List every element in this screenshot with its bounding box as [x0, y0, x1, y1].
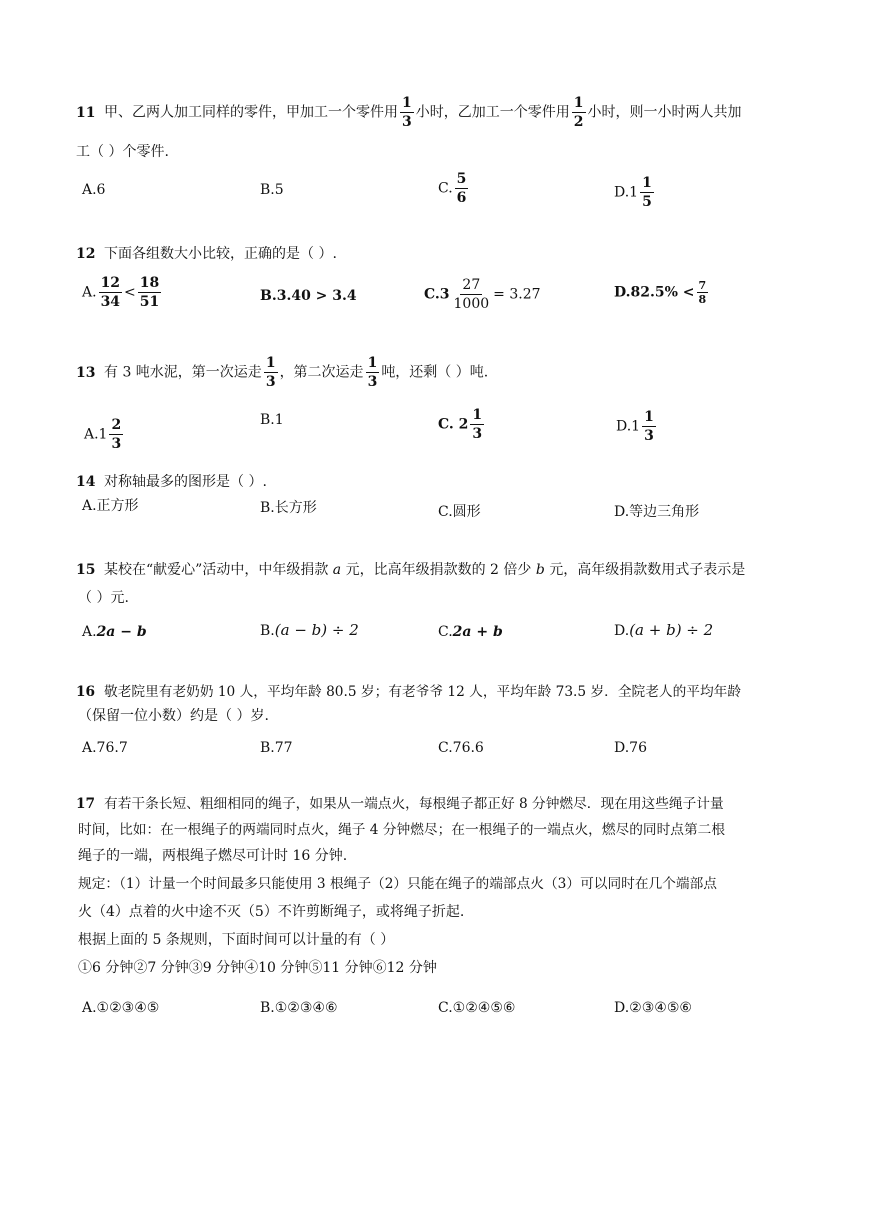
q17-option-c-text: C.①②④⑤⑥ [438, 1000, 516, 1016]
q12-option-b[interactable] [260, 286, 357, 306]
q11-stem-line1 [76, 96, 742, 129]
q15-number: 15 [76, 562, 96, 578]
q16-option-b[interactable] [260, 738, 293, 758]
q15-option-d[interactable] [614, 620, 713, 641]
q12-option-c-numerator: 27 [462, 277, 481, 293]
q12-option-d-denominator: 8 [698, 293, 707, 306]
q15-option-a-expr: 2a − b [96, 624, 147, 640]
q17-line5: 火（4）点着的火中途不灭（5）不许剪断绳子，或将绳子折起. [78, 904, 465, 920]
q12-text: 下面各组数大小比较，正确的是（ ）. [104, 246, 337, 262]
q11-option-a[interactable] [82, 180, 105, 200]
q13-stem [76, 356, 488, 389]
q15-option-b[interactable] [260, 620, 359, 641]
q12-option-b-text: B.3.40 > 3.4 [260, 288, 357, 304]
q12-option-a-numerator-2: 18 [139, 275, 160, 291]
q12-option-c-fraction [452, 278, 492, 311]
q13-frac1-denominator: 3 [265, 374, 276, 390]
q13-option-c-denominator: 3 [472, 426, 483, 442]
q16-text-b: （保留一位小数）约是（ ）岁. [78, 708, 269, 724]
q11-option-c-denominator: 6 [456, 190, 467, 206]
q17-stem-line7 [78, 958, 437, 978]
q13-option-c-fraction [470, 408, 484, 441]
q12-option-d-label: D.82.5% < [614, 284, 695, 301]
q14-text: 对称轴最多的图形是（ ）. [104, 474, 267, 490]
q11-option-d-fraction [640, 176, 654, 209]
q15-option-b-expr: (a − b) ÷ 2 [274, 621, 359, 639]
q16-option-d[interactable] [614, 738, 647, 758]
q13-fraction-2 [366, 356, 380, 389]
q17-line3: 绳子的一端，两根绳子燃尽可计时 16 分钟. [78, 848, 348, 864]
q14-option-c[interactable] [438, 502, 481, 522]
q16-text-a: 敬老院里有老奶奶 10 人，平均年龄 80.5 岁；有老爷爷 12 人，平均年龄 73.5 岁．全院老人的平均年龄 [104, 684, 742, 700]
q15-text-a: 某校在“献爱心”活动中，中年级捐款 [104, 562, 329, 578]
q17-stem-line5 [78, 902, 464, 922]
q11-option-d-label: D.1 [614, 184, 639, 201]
q17-option-d-text: D.②③④⑤⑥ [614, 1000, 692, 1016]
q11-option-d-numerator: 1 [642, 175, 652, 191]
q17-stem-line1 [76, 794, 724, 814]
q12-option-d-fraction [697, 280, 709, 305]
q15-stem-line1 [76, 560, 745, 580]
q15-option-a-label: A. [82, 624, 97, 640]
q17-stem-line3 [78, 846, 347, 866]
q13-option-a-denominator: 3 [111, 436, 122, 452]
q16-stem-line1 [76, 682, 741, 702]
q14-option-c-text: C.圆形 [438, 504, 481, 520]
q16-option-c[interactable] [438, 738, 484, 758]
q14-option-a-text: A.正方形 [82, 498, 139, 514]
q16-option-d-text: D.76 [614, 740, 647, 756]
q13-option-c-label: C. 2 [438, 416, 469, 433]
q16-option-a[interactable] [82, 738, 128, 758]
q13-frac2-denominator: 3 [367, 374, 378, 390]
q12-option-c-denominator: 1000 [453, 296, 490, 312]
q13-option-b-text: B.1 [260, 412, 284, 428]
q16-option-c-text: C.76.6 [438, 740, 484, 756]
q14-option-d-text: D.等边三角形 [614, 504, 700, 520]
q12-option-a-fraction-1 [99, 276, 122, 309]
q17-stem-line6 [78, 930, 394, 950]
q16-number: 16 [76, 684, 96, 700]
q13-frac1-numerator: 1 [265, 355, 276, 371]
q12-option-c[interactable] [424, 278, 541, 311]
q14-option-a[interactable] [82, 496, 139, 516]
q11-text-c: 小时，则一小时两人共加 [587, 104, 742, 121]
q13-option-d-fraction [642, 410, 656, 443]
q11-text-b: 小时，乙加工一个零件用 [415, 104, 570, 121]
q15-option-a[interactable] [82, 622, 147, 642]
q15-option-d-label: D. [614, 623, 630, 639]
q13-fraction-1 [264, 356, 278, 389]
q11-text-d: 工（ ）个零件. [76, 144, 169, 160]
q13-text-c: 吨，还剩（ ）吨. [381, 364, 489, 381]
q15-option-c[interactable] [438, 622, 503, 642]
q11-fraction-2 [572, 96, 586, 129]
q15-option-c-expr: 2a + b [452, 624, 503, 640]
q14-option-d[interactable] [614, 502, 699, 522]
q17-line4: 规定：（1）计量一个时间最多只能使用 3 根绳子（2）只能在绳子的端部点火（3）可以同时在几个端部点 [78, 876, 717, 892]
q17-option-b[interactable] [260, 998, 338, 1018]
q12-option-a-operator: < [124, 284, 136, 301]
q11-option-d-denominator: 5 [642, 194, 652, 210]
q17-option-c[interactable] [438, 998, 515, 1018]
q14-option-b[interactable] [260, 498, 317, 518]
q11-frac2-numerator: 1 [573, 95, 584, 111]
q11-frac2-denominator: 2 [573, 114, 584, 130]
q13-option-a-numerator: 2 [111, 417, 122, 433]
q15-text-b: 元，比高年级捐款数的 2 倍少 [345, 562, 532, 578]
q13-option-a-label: A.1 [84, 426, 108, 443]
q12-option-a-denominator-1: 34 [100, 294, 121, 310]
q13-text-b: ，第二次运走 [279, 364, 364, 381]
q17-option-a[interactable] [82, 998, 159, 1018]
q17-line6: 根据上面的 5 条规则，下面时间可以计量的有（ ） [78, 932, 395, 948]
q15-option-b-label: B. [260, 623, 275, 639]
q15-var-a: a [332, 562, 342, 578]
q12-option-a-denominator-2: 51 [139, 294, 160, 310]
q15-text-d: （ ）元. [78, 590, 129, 606]
q17-stem-line4 [78, 874, 717, 894]
q11-option-c-numerator: 5 [456, 171, 467, 187]
q13-option-d[interactable] [616, 410, 658, 443]
q14-number: 14 [76, 474, 96, 490]
q12-option-a-fraction-2 [138, 276, 161, 309]
q16-option-a-text: A.76.7 [82, 740, 128, 756]
q11-frac1-denominator: 3 [402, 114, 412, 130]
q15-option-c-label: C. [438, 624, 453, 640]
q13-option-d-numerator: 1 [644, 409, 654, 425]
q12-option-d-numerator: 7 [698, 279, 707, 292]
q17-stem-line2 [78, 820, 725, 840]
q11-frac1-numerator: 1 [402, 95, 412, 111]
q17-line7: ①6 分钟②7 分钟③9 分钟④10 分钟⑤11 分钟⑥12 分钟 [78, 960, 437, 976]
q13-option-a[interactable] [84, 418, 125, 451]
q12-option-a-label: A. [82, 284, 97, 301]
q13-frac2-numerator: 1 [367, 355, 378, 371]
q12-option-c-rest: = 3.27 [493, 286, 541, 303]
q15-option-d-expr: (a + b) ÷ 2 [629, 621, 714, 639]
q13-option-d-label: D.1 [616, 418, 641, 435]
q13-option-b[interactable] [260, 410, 284, 430]
q13-option-d-denominator: 3 [644, 428, 654, 444]
q11-option-a-text: A.6 [82, 182, 106, 198]
q17-number: 17 [76, 796, 96, 812]
q12-option-d[interactable] [614, 280, 710, 305]
q13-text-a: 有 3 吨水泥，第一次运走 [104, 364, 262, 381]
q13-option-c-numerator: 1 [472, 407, 483, 423]
q17-line1: 有若干条长短、粗细相同的绳子，如果从一端点火，每根绳子都正好 8 分钟燃尽．现在用这些绳子计量 [104, 796, 724, 812]
q15-var-b: b [535, 562, 545, 578]
q11-option-c[interactable] [438, 172, 470, 205]
q11-option-b-text: B.5 [260, 182, 284, 198]
q11-option-b[interactable] [260, 180, 284, 200]
q17-line2: 时间，比如：在一根绳子的两端同时点火，绳子 4 分钟燃尽；在一根绳子的一端点火，燃尽的同时点第二根 [78, 822, 726, 838]
q11-fraction-1 [400, 96, 414, 129]
q13-option-a-fraction [109, 418, 123, 451]
q14-option-b-text: B.长方形 [260, 500, 317, 516]
q12-stem [76, 244, 337, 264]
q12-number: 12 [76, 246, 96, 262]
q12-option-a-numerator-1: 12 [100, 275, 121, 291]
q15-stem-line2 [78, 588, 129, 608]
q17-option-d[interactable] [614, 998, 692, 1018]
q15-text-c: 元，高年级捐款数用式子表示是 [549, 562, 746, 578]
q13-option-c[interactable] [438, 408, 486, 441]
q12-option-a[interactable] [82, 276, 163, 309]
q16-stem-line2 [78, 706, 269, 726]
q11-number: 11 [76, 104, 96, 121]
q11-stem-line2 [76, 142, 169, 162]
q17-option-b-text: B.①②③④⑥ [260, 1000, 338, 1016]
q11-text-a: 甲、乙两人加工同样的零件，甲加工一个零件用 [104, 104, 398, 121]
q11-option-c-fraction [455, 172, 469, 205]
q11-option-d[interactable] [614, 176, 656, 209]
q12-option-c-label: C.3 [424, 286, 450, 303]
q11-option-c-label: C. [438, 180, 453, 197]
q16-option-b-text: B.77 [260, 740, 293, 756]
q17-option-a-text: A.①②③④⑤ [82, 1000, 160, 1016]
q13-number: 13 [76, 364, 96, 381]
q14-stem [76, 472, 267, 492]
